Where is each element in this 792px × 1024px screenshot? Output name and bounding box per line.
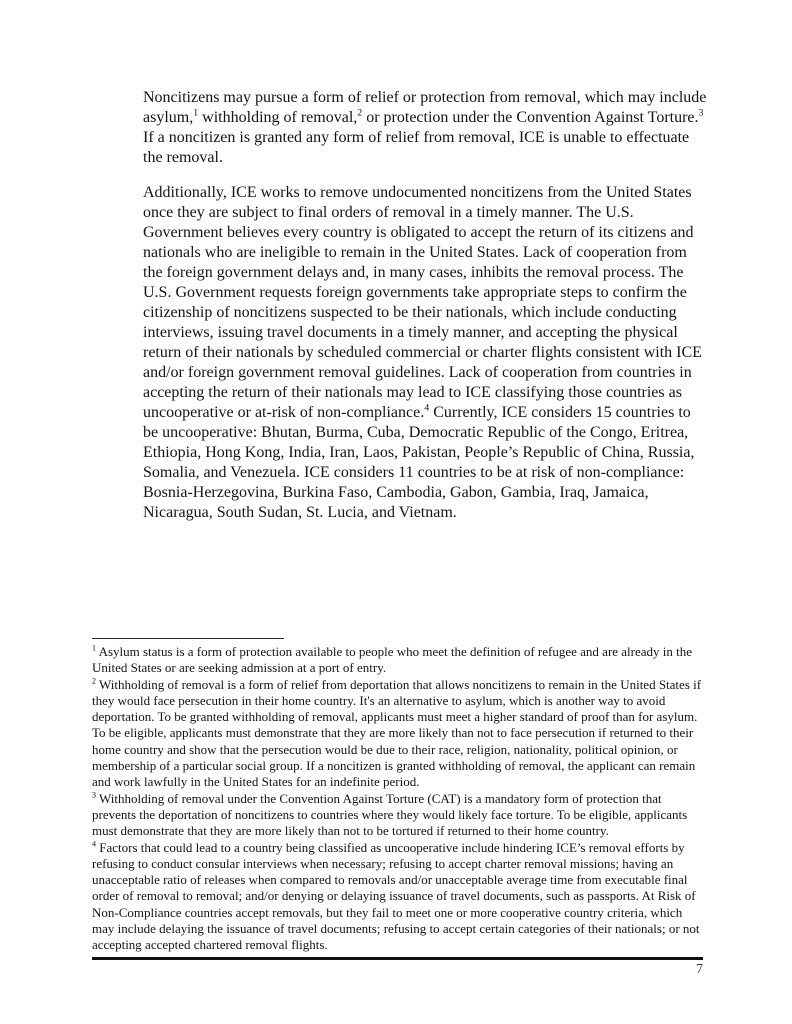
footnote-ref-3: 3 [698, 107, 704, 119]
page-number: 7 [696, 961, 703, 976]
footnote-1: $^1$ Asylum status is a form of protection available to people who meet the definition of refugee and are already in the United States or are seeking admission at a port of entry. [92, 643, 693, 676]
footer-rule [92, 957, 703, 960]
paragraph-1: Noncitizens may pursue a form of relief or protection from removal, which may include asylum,$^1$ withholding of removal,$^2$ or protection under the Convention Against Torture.$^3$ If a noncitizen is granted any form of relief from removal, ICE is unable to effectuate the removal. [143, 89, 707, 166]
footnote-marker-1: 1 [92, 643, 97, 653]
footnote-marker-2: 2 [92, 676, 97, 686]
footnote-ref-4: 4 [424, 402, 430, 414]
page-footer [92, 961, 703, 977]
body-paragraphs [143, 88, 708, 538]
footnote-separator-rule [92, 638, 284, 639]
footnotes-list [92, 644, 706, 954]
footnote-2: $^2$ Withholding of removal is a form of relief from deportation that allows noncitizens to remain in the United States if they would face persecution in their home country. It's an alternative to asylum, which is another way to avoid deportation. To be granted withholding of removal, applicants must meet a higher standard of proof than for asylum. To be eligible, applicants must demonstrate that they are more likely than not to face persecution if returned to their home country and show that the persecution would be due to their race, religion, nationality, political opinion, or membership of a particular social group. If a noncitizen is granted withholding of removal, the applicant can remain and work lawfully in the United States for an indefinite period. [92, 676, 702, 790]
footnote-4: $^4$ Factors that could lead to a country being classified as uncooperative include hindering ICE’s removal efforts by refusing to conduct consular interviews when necessary; refusing to accept charter removal missions; having an unacceptable ratio of releases when compared to removals and/or unacceptable average time from executable final order of removal to removal; and/or denying or delaying issuance of travel documents, such as passports. At Risk of Non-Compliance countries accept removals, but they fail to meet one or more cooperative country criteria, which may include delaying the issuance of travel documents; refusing to accept certain categories of their nationals; or not accepting accepted chartered removal flights. [92, 839, 700, 953]
paragraph-2: Additionally, ICE works to remove undocumented noncitizens from the United States once they are subject to final orders of removal in a timely manner. The U.S. Government believes every country is obligated to accept the return of its citizens and nationals who are ineligible to remain in the United States. Lack of cooperation from the foreign government delays and, in many cases, inhibits the removal process. The U.S. Government requests foreign governments take appropriate steps to confirm the citizenship of noncitizens suspected to be their nationals, which include conducting interviews, issuing travel documents in a timely manner, and accepting the physical return of their nationals by scheduled commercial or charter flights consistent with ICE and/or foreign government removal guidelines. Lack of cooperation from countries in accepting the return of their nationals may lead to ICE classifying those countries as uncooperative or at-risk of non-compliance.$^4$ Currently, ICE considers 15 countries to be uncooperative: Bhutan, Burma, Cuba, Democratic Republic of the Congo, Eritrea, Ethiopia, Hong Kong, India, Iran, Laos, Pakistan, People’s Republic of China, Russia, Somalia, and Venezuela. ICE considers 11 countries to be at risk of non-compliance: Bosnia-Herzegovina, Burkina Faso, Cambodia, Gabon, Gambia, Iraq, Jamaica, Nicaragua, South Sudan, St. Lucia, and Vietnam. [143, 184, 702, 521]
footnote-ref-2: 2 [357, 107, 363, 119]
footnote-ref-1: 1 [193, 107, 199, 119]
footnote-3: $^3$ Withholding of removal under the Convention Against Torture (CAT) is a mandatory form of protection that prevents the deportation of noncitizens to countries where they would likely face torture. To be eligible, applicants must demonstrate that they are more likely than not to be tortured if returned to their home country. [92, 790, 688, 839]
footnote-marker-4: 4 [92, 839, 97, 849]
footnote-marker-3: 3 [92, 790, 97, 800]
footnotes-section [92, 630, 706, 954]
